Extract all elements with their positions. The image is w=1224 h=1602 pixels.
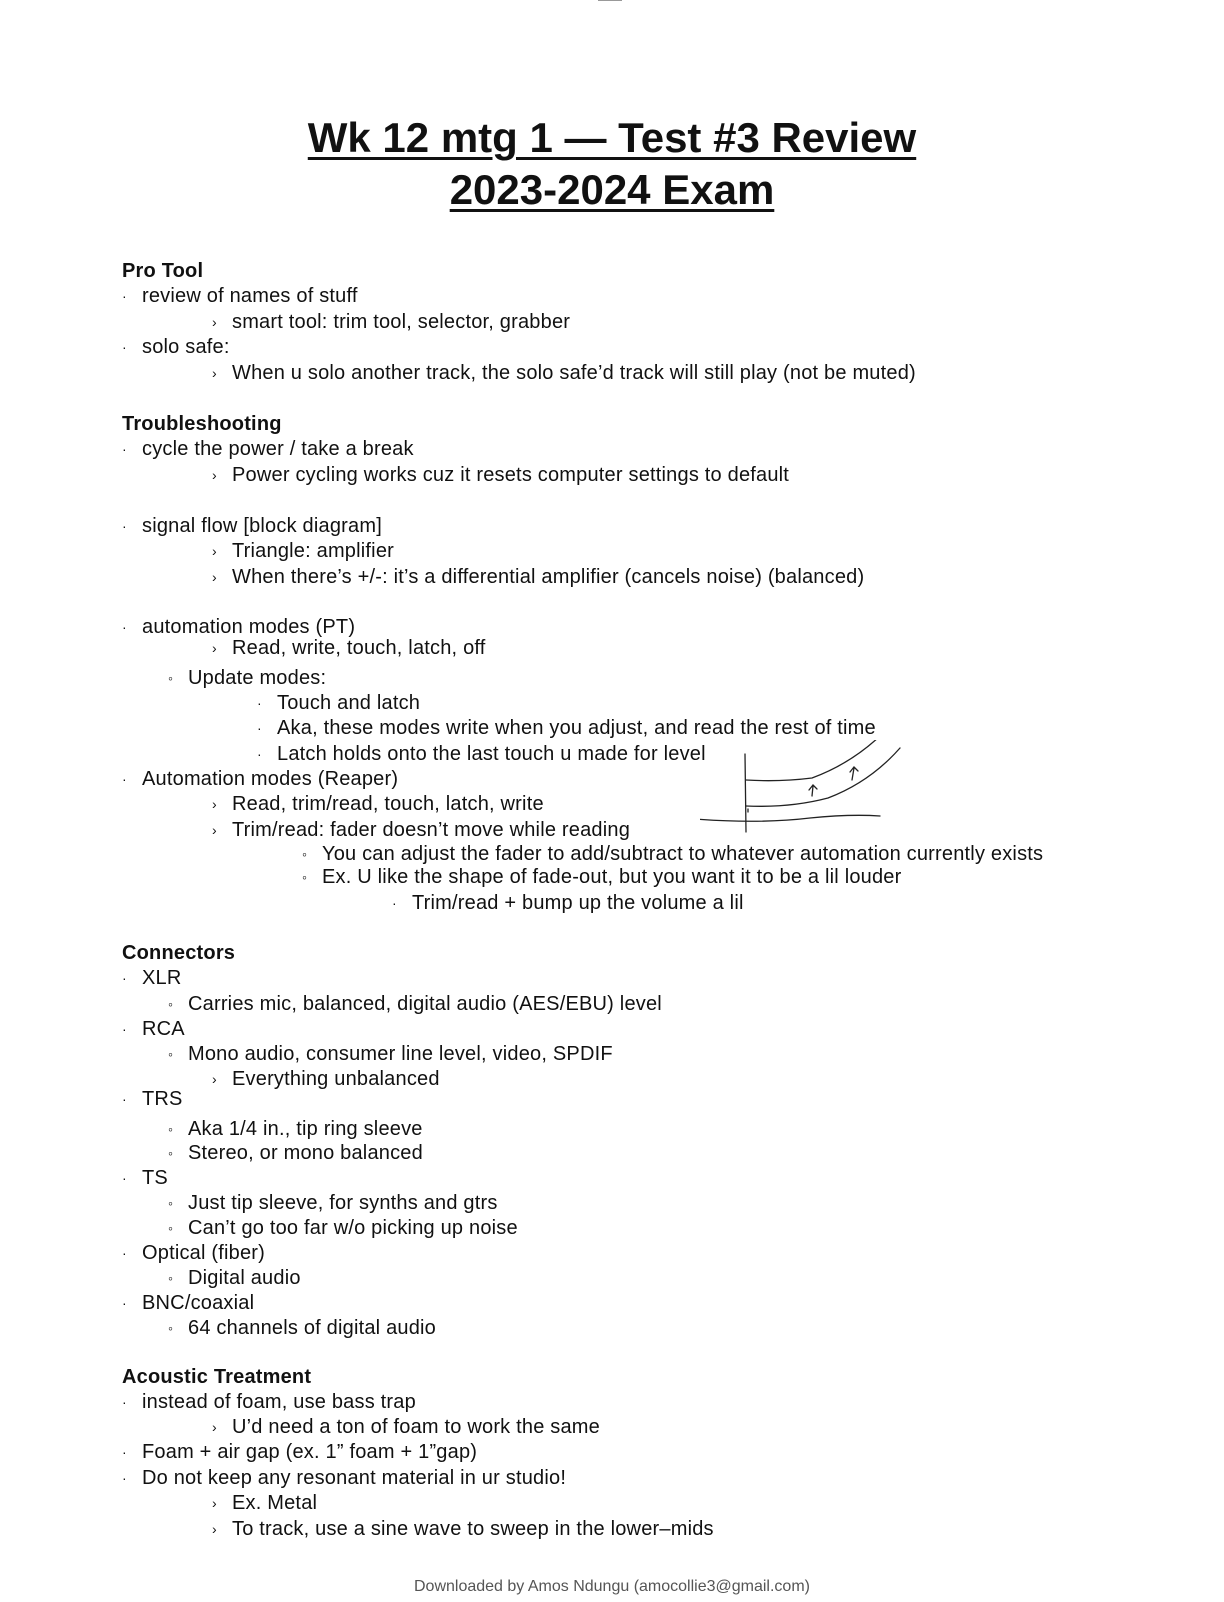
note-line: Optical (fiber) — [142, 1242, 266, 1264]
note-line: Latch holds onto the last touch u made for level — [277, 743, 706, 765]
bullet-marker: ◦ — [302, 869, 307, 885]
note-line: review of names of stuff — [142, 285, 358, 307]
bullet-marker: ◦ — [168, 1145, 173, 1161]
bullet-marker: · — [122, 1021, 127, 1037]
note-line: Update modes: — [188, 667, 327, 689]
bullet-marker: · — [122, 1091, 127, 1107]
note-line: Power cycling works cuz it resets computer settings to default — [232, 464, 790, 486]
note-line: U’d need a ton of foam to work the same — [232, 1416, 600, 1438]
note-line: solo safe: — [142, 336, 230, 358]
bullet-marker: › — [212, 796, 217, 812]
bullet-marker: › — [212, 822, 217, 838]
section-heading: Troubleshooting — [122, 413, 282, 435]
note-line: To track, use a sine wave to sweep in the lower–mids — [232, 1518, 714, 1540]
note-line: TRS — [142, 1088, 183, 1110]
document-title: Wk 12 mtg 1 — Test #3 Review — [307, 114, 917, 161]
section-heading: Acoustic Treatment — [122, 1366, 312, 1388]
bullet-marker: ◦ — [168, 1220, 173, 1236]
section-heading: Connectors — [122, 942, 236, 964]
note-line: Can’t go too far w/o picking up noise — [188, 1217, 518, 1239]
bullet-marker: ◦ — [168, 1121, 173, 1137]
bullet-marker: · — [122, 339, 127, 355]
bullet-marker: › — [212, 640, 217, 656]
bullet-marker: · — [122, 441, 127, 457]
bullet-marker: › — [212, 1521, 217, 1537]
bullet-marker: · — [122, 1170, 127, 1186]
note-line: BNC/coaxial — [142, 1292, 255, 1314]
bullet-marker: · — [122, 1444, 127, 1460]
bullet-marker: ◦ — [302, 846, 307, 862]
note-line: Automation modes (Reaper) — [142, 768, 399, 790]
note-line: RCA — [142, 1018, 185, 1040]
note-line: Trim/read + bump up the volume a lil — [412, 892, 744, 914]
document-subtitle: 2023-2024 Exam — [449, 166, 775, 213]
page-header-mark — [598, 0, 622, 3]
note-line: Aka 1/4 in., tip ring sleeve — [188, 1118, 423, 1140]
note-line: Trim/read: fader doesn’t move while reading — [232, 819, 631, 841]
automation-sketch — [700, 740, 940, 850]
bullet-marker: · — [257, 746, 262, 762]
bullet-marker: · — [122, 1295, 127, 1311]
note-line: Aka, these modes write when you adjust, and read the rest of time — [277, 717, 876, 739]
bullet-marker: · — [257, 695, 262, 711]
bullet-marker: · — [122, 771, 127, 787]
bullet-marker: › — [212, 314, 217, 330]
note-line: smart tool: trim tool, selector, grabber — [232, 311, 571, 333]
bullet-marker: · — [122, 1470, 127, 1486]
bullet-marker: · — [122, 970, 127, 986]
bullet-marker: ◦ — [168, 1320, 173, 1336]
note-line: instead of foam, use bass trap — [142, 1391, 416, 1413]
bullet-marker: · — [392, 895, 397, 911]
bullet-marker: · — [122, 1245, 127, 1261]
bullet-marker: ◦ — [168, 670, 173, 686]
note-line: Foam + air gap (ex. 1” foam + 1”gap) — [142, 1441, 478, 1463]
note-line: Stereo, or mono balanced — [188, 1142, 423, 1164]
note-line: 64 channels of digital audio — [188, 1317, 437, 1339]
note-line: Do not keep any resonant material in ur studio! — [142, 1467, 567, 1489]
note-line: Just tip sleeve, for synths and gtrs — [188, 1192, 498, 1214]
bullet-marker: › — [212, 543, 217, 559]
note-line: automation modes (PT) — [142, 616, 356, 638]
note-line: Ex. U like the shape of fade-out, but you want it to be a lil louder — [322, 866, 902, 888]
bullet-marker: · — [122, 518, 127, 534]
bullet-marker: · — [257, 720, 262, 736]
note-line: When u solo another track, the solo safe’d track will still play (not be muted) — [232, 362, 916, 384]
bullet-marker: › — [212, 467, 217, 483]
note-line: You can adjust the fader to add/subtract to whatever automation currently exists — [322, 843, 1044, 865]
note-line: Ex. Metal — [232, 1492, 318, 1514]
bullet-marker: · — [122, 1394, 127, 1410]
bullet-marker: › — [212, 1419, 217, 1435]
note-line: signal flow [block diagram] — [142, 515, 382, 537]
note-line: XLR — [142, 967, 182, 989]
bullet-marker: › — [212, 1071, 217, 1087]
note-line: Read, write, touch, latch, off — [232, 637, 486, 659]
note-line: Triangle: amplifier — [232, 540, 395, 562]
bullet-marker: › — [212, 1495, 217, 1511]
note-line: TS — [142, 1167, 168, 1189]
bullet-marker: › — [212, 365, 217, 381]
note-line: Mono audio, consumer line level, video, SPDIF — [188, 1043, 613, 1065]
bullet-marker: ◦ — [168, 996, 173, 1012]
note-line: Read, trim/read, touch, latch, write — [232, 793, 544, 815]
download-footer: Downloaded by Amos Ndungu (amocollie3@gmail.com) — [414, 1578, 810, 1595]
bullet-marker: · — [122, 619, 127, 635]
note-line: When there’s +/-: it’s a differential amplifier (cancels noise) (balanced) — [232, 566, 865, 588]
bullet-marker: › — [212, 569, 217, 585]
note-line: Everything unbalanced — [232, 1068, 440, 1090]
note-line: Carries mic, balanced, digital audio (AES/EBU) level — [188, 993, 662, 1015]
bullet-marker: ◦ — [168, 1046, 173, 1062]
bullet-marker: · — [122, 288, 127, 304]
bullet-marker: ◦ — [168, 1195, 173, 1211]
bullet-marker: ◦ — [168, 1270, 173, 1286]
note-line: cycle the power / take a break — [142, 438, 414, 460]
section-heading: Pro Tool — [122, 260, 204, 282]
note-line: Digital audio — [188, 1267, 301, 1289]
note-line: Touch and latch — [277, 692, 421, 714]
